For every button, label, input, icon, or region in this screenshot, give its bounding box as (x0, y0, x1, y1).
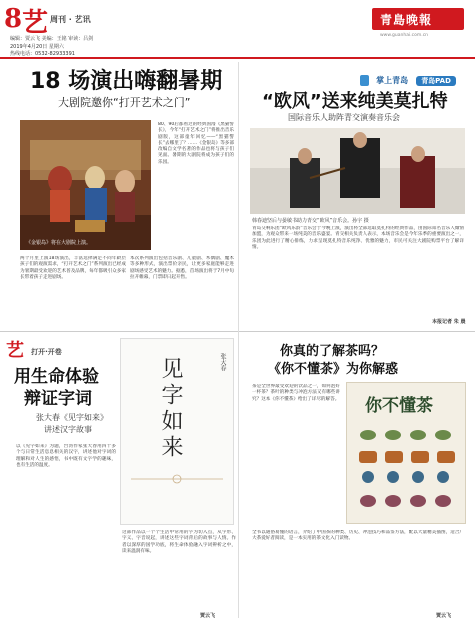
headline-line-1: 你真的了解茶吗？ (280, 344, 385, 359)
tea-book-title: 你不懂茶 (365, 396, 433, 416)
newspaper-url: www.guanhai.com.cn (380, 33, 429, 38)
column-logo: 艺 (6, 340, 24, 361)
subheadline: 大剧院邀你“打开艺术之门” (58, 96, 191, 109)
concert-photo (250, 128, 465, 214)
stage-photo-image (20, 120, 151, 250)
column-name: 周刊 · 艺讯 (50, 15, 91, 24)
tea-book-cover (346, 382, 466, 524)
masthead (0, 0, 475, 58)
body-col-right: 这部作品以一个个生活中常用的字为切入点，从字形、字义、字音说起，讲述这些字词背后的故事与人情。作者以深厚的国学功底，将生命体验融入字词辨析之中，读来温润有味。 (122, 530, 236, 554)
book-cover-ornament (131, 469, 223, 489)
column-label: 打开·开卷 (31, 347, 62, 356)
column-header (6, 336, 62, 362)
headline-line-1: 用生命体验 (14, 367, 99, 387)
app-badge (360, 70, 456, 85)
photo-caption: 韩春迪坚后与晏敏书助力青交“欧风”音乐会。孙宇 摄 (252, 218, 369, 224)
headline-line-2: 辩证字词 (24, 389, 92, 409)
date-line: 2019年4月20日 星期六 (10, 44, 64, 50)
headline-line-2: 《你不懂茶》为你解惑 (268, 362, 399, 377)
app-badge-label: 掌上青岛 (376, 76, 409, 85)
headline: “欧风”送来纯美莫扎特 (262, 91, 448, 112)
book-cover (120, 338, 234, 525)
body-bottom: 全书以通俗易懂的语言，介绍了中国茶的种类、历史、冲泡技巧和品鉴方法，配以大量精美插图，适合广大茶爱好者阅读，是一本实用的茶文化入门读物。 (252, 530, 464, 542)
hotline-line: 热线电话：0532-82933391 (10, 51, 75, 57)
page-number: 8 (4, 4, 23, 34)
article-tea-book (240, 334, 475, 620)
stage-photo (20, 120, 151, 250)
body-col-right-top: 80、90后都看过的经典国漫《黑猫警长》，今年“打开艺术之门”将推出音乐剧版，这部童年回忆——“黑猫警长”去哪里了？……《金银岛》等多部改编自文学名著的作品也将与孩子们见面。暑期的大剧院将成为孩子们的乐园。 (158, 122, 234, 165)
photo-caption: 《金银岛》将在大剧院上演。 (26, 240, 92, 246)
subheadline: 国际音乐人助阵青交演奏音乐会 (288, 113, 400, 122)
body-col-bottom-left: 两个月里上演18场演出，丰富选择满足不同年龄层孩子们的观演需求，“打开艺术之门”系列演出已经成为暑期最受欢迎的艺术普及品牌，每年都吸引众多家长带着孩子走进剧场。 (20, 256, 126, 280)
headline: 18 场演出嗨翻暑期 (30, 69, 223, 94)
column-logo: 艺 (22, 8, 49, 38)
column-rule (238, 62, 239, 618)
article-summer-shows (0, 60, 238, 330)
tea-illustrations (353, 423, 459, 517)
byline: 贾云飞 (200, 613, 216, 619)
phone-icon (360, 75, 369, 86)
app-badge-pad: 青岛PAD (416, 76, 456, 86)
byline: 贾云飞 (436, 613, 452, 619)
newspaper-logo (372, 8, 464, 30)
article-mozart-concert (240, 60, 475, 330)
book-author: 张大春 (219, 353, 226, 371)
body-col-left: 以《见字如来》为题，台湾作家张大春用四十多个与日常生活息息相关的汉字，讲述他对字词的理解和对人生的感悟，书中既有文字学的趣味，也有生活的温度。 (16, 444, 116, 468)
concert-photo-image (250, 128, 465, 214)
body-top: 茶是全世界最受欢迎的饮品之一，如何泡好一杯茶？茶叶的种类与冲泡方法又有哪些讲究？这本《你不懂茶》给出了详尽的解答。 (252, 384, 340, 402)
masthead-rule (0, 57, 475, 59)
body-col-bottom-right: 本次系列演出包括音乐剧、儿童剧、木偶剧、魔术等多种形式，演出票价亲民，让更多家庭能够走进剧场感受艺术的魅力。据悉，首场演出将于7月中旬拉开帷幕，门票即日起开售。 (130, 256, 234, 280)
editors-line: 编辑：贾云飞 美编：王铭 审读：吕剑 (10, 36, 94, 42)
book-title: 见字如来 (158, 357, 183, 461)
byline: 本报记者 朱 晨 (432, 319, 466, 325)
article-body: 青岛交响乐团“欧风乐韵”音乐会于今晚上演，演出将全部选取莫扎特的经典作品，由国际知名音乐人倾情加盟，为观众带来一场纯美的音乐盛宴。青交相关负责人表示，本场音乐会是今年乐季的重要演出之一，乐团为此进行了精心排练，力求呈现莫扎特音乐纯净、优雅的魅力，市民可关注大剧院购票平台了解详情。 (252, 226, 464, 250)
newspaper-name: 青島晚報 (380, 13, 433, 27)
article-book-chars (0, 334, 240, 620)
subheadline-line-1: 张大春《见字如来》 (36, 413, 108, 422)
subheadline-line-2: 讲述汉字故事 (44, 425, 92, 434)
